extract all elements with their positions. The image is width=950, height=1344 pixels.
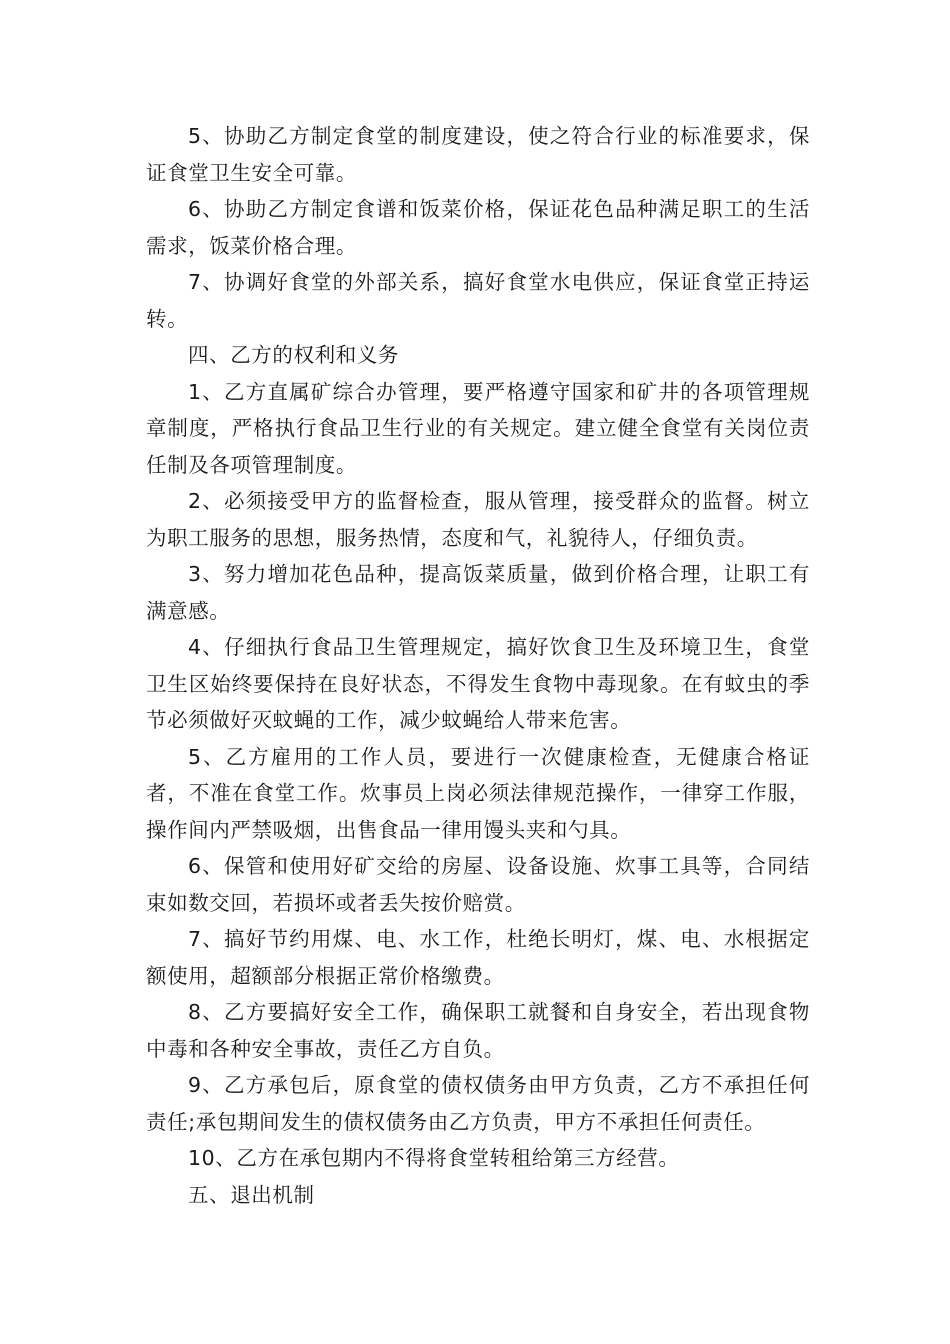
- paragraph-duty-1: 1、乙方直属矿综合办管理，要严格遵守国家和矿井的各项管理规章制度，严格执行食品卫生行业的有关规定。建立健全食堂有关岗位责任制及各项管理制度。: [146, 379, 810, 477]
- document-body: [146, 118, 810, 1213]
- paragraph-duty-9: 9、乙方承包后，原食堂的债权债务由甲方负责，乙方不承担任何责任;承包期间发生的债权债务由乙方负责，甲方不承担任何责任。: [146, 1073, 810, 1134]
- section-heading-4: 四、乙方的权利和义务: [188, 343, 399, 367]
- paragraph-duty-10: 10、乙方在承包期内不得将食堂转租给第三方经营。: [188, 1146, 680, 1170]
- section-heading-5: 五、退出机制: [188, 1182, 315, 1207]
- paragraph-duty-5: 5、乙方雇用的工作人员，要进行一次健康检查，无健康合格证者，不准在食堂工作。炊事员上岗必须法律规范操作，一律穿工作服，操作间内严禁吸烟，出售食品一律用馒头夹和勺具。: [146, 744, 810, 842]
- paragraph-duty-7: 7、搞好节约用煤、电、水工作，杜绝长明灯，煤、电、水根据定额使用，超额部分根据正常价格缴费。: [146, 927, 810, 988]
- paragraph-clause-6: 6、协助乙方制定食谱和饭菜价格，保证花色品种满足职工的生活需求，饭菜价格合理。: [146, 197, 810, 258]
- paragraph-duty-4: 4、仔细执行食品卫生管理规定，搞好饮食卫生及环境卫生，食堂卫生区始终要保持在良好状态，不得发生食物中毒现象。在有蚊虫的季节必须做好灭蚊蝇的工作，减少蚊蝇给人带来危害。: [146, 635, 810, 732]
- paragraph-duty-2: 2、必须接受甲方的监督检查，服从管理，接受群众的监督。树立为职工服务的思想，服务热情，态度和气，礼貌待人，仔细负责。: [146, 489, 810, 550]
- paragraph-clause-5: 5、协助乙方制定食堂的制度建设，使之符合行业的标准要求，保证食堂卫生安全可靠。: [146, 124, 810, 185]
- paragraph-duty-6: 6、保管和使用好矿交给的房屋、设备设施、炊事工具等，合同结束如数交回，若损坏或者丢失按价赔赏。: [146, 854, 810, 915]
- paragraph-clause-7: 7、协调好食堂的外部关系，搞好食堂水电供应，保证食堂正持运转。: [146, 270, 810, 331]
- paragraph-duty-8: 8、乙方要搞好安全工作，确保职工就餐和自身安全，若出现食物中毒和各种安全事故，责任乙方自负。: [146, 1000, 810, 1061]
- paragraph-duty-3: 3、努力增加花色品种，提高饭菜质量，做到价格合理，让职工有满意感。: [146, 562, 810, 623]
